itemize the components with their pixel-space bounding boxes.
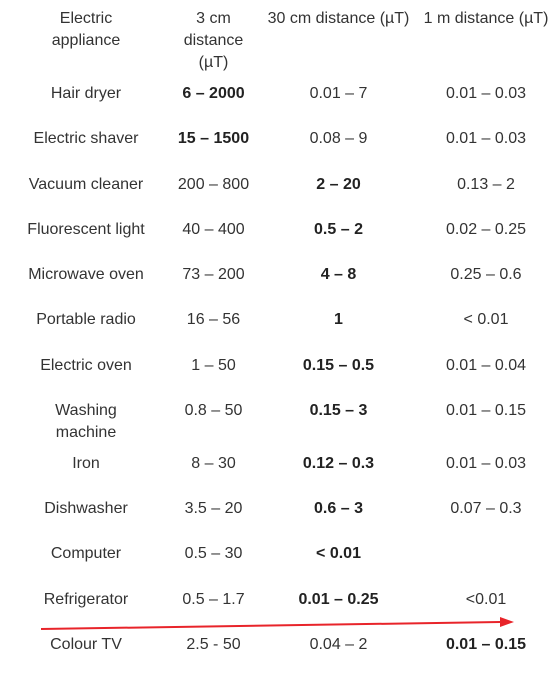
cell-1m-value	[422, 534, 550, 579]
cell-appliance	[0, 74, 172, 119]
cell-1m-value: 0.01 – 0.03	[445, 85, 527, 102]
cell-1m-value: 0.13 – 2	[457, 175, 515, 193]
table-row	[0, 74, 550, 119]
table-header-row	[0, 0, 550, 74]
cell-appliance	[0, 346, 172, 391]
header-3cm-distance: 3 cm distance (µT)	[183, 10, 244, 71]
table-row	[0, 210, 550, 255]
table-row	[0, 300, 550, 345]
cell-1m-value: < 0.01	[463, 311, 509, 329]
cell-1m-value: <0.01	[465, 590, 507, 608]
cell-appliance	[0, 580, 172, 625]
cell-30cm-value: 0.15 – 3	[309, 401, 368, 419]
appliance-label: Hair dryer	[50, 85, 122, 102]
cell-1m-value: 0.01 – 0.03	[445, 130, 527, 148]
cell-appliance	[0, 444, 172, 489]
table-row	[0, 165, 550, 210]
cell-30cm-value: 0.01 – 7	[309, 85, 368, 102]
table-row	[0, 346, 550, 391]
cell-3cm-value: 15 – 1500	[177, 130, 250, 148]
appliance-label: Electric shaver	[33, 130, 139, 148]
cell-1m-value: 0.02 – 0.25	[445, 220, 527, 238]
table-row	[0, 580, 550, 625]
cell-1m-value: 0.01 – 0.15	[445, 401, 527, 419]
table-row	[0, 534, 550, 579]
cell-1m-value: 0.01 – 0.03	[445, 454, 527, 472]
appliance-label: Electric oven	[40, 356, 132, 374]
cell-appliance	[0, 210, 172, 255]
table-body	[0, 74, 550, 670]
cell-30cm-value: 0.5 – 2	[314, 220, 363, 238]
table-row	[0, 391, 550, 444]
cell-appliance	[0, 489, 172, 534]
appliance-label: Dishwasher	[44, 500, 128, 517]
cell-30cm-value: 0.12 – 0.3	[302, 454, 375, 472]
cell-appliance	[0, 391, 172, 444]
header-1m-distance: 1 m distance (µT)	[423, 10, 549, 27]
appliance-label: Refrigerator	[43, 590, 129, 608]
cell-appliance	[0, 255, 172, 300]
table-row	[0, 119, 550, 164]
cell-30cm-value: 1	[334, 311, 343, 329]
appliance-label: Portable radio	[36, 311, 136, 329]
cell-1m-value: 0.01 – 0.04	[445, 356, 527, 374]
table-row	[0, 444, 550, 489]
cell-30cm-value: 0.6 – 3	[314, 500, 363, 517]
cell-3cm-value: 0.5 – 1.7	[182, 590, 245, 608]
table-row	[0, 625, 550, 670]
cell-3cm-value: 0.8 – 50	[184, 401, 243, 419]
appliance-label: Vacuum cleaner	[28, 175, 144, 193]
cell-3cm-value: 73 – 200	[182, 266, 245, 283]
cell-3cm-value: 0.5 – 30	[184, 545, 243, 563]
appliance-label: Microwave oven	[28, 266, 144, 283]
cell-30cm-value: 2 – 20	[316, 175, 361, 193]
cell-30cm-value: 0.08 – 9	[309, 130, 368, 148]
cell-30cm-value: 0.04 – 2	[309, 635, 368, 653]
cell-30cm-value: < 0.01	[316, 545, 361, 563]
cell-appliance	[0, 165, 172, 210]
cell-appliance	[0, 534, 172, 579]
cell-1m-value: 0.01 – 0.15	[445, 635, 527, 653]
cell-3cm-value: 2.5 - 50	[186, 635, 241, 653]
appliance-label: Computer	[50, 545, 122, 563]
cell-1m-value: 0.07 – 0.3	[450, 500, 522, 517]
cell-3cm-value: 200 – 800	[177, 175, 250, 193]
cell-3cm-value: 40 – 400	[182, 220, 245, 238]
header-electric-appliance: Electric appliance	[51, 10, 121, 49]
appliance-label: Colour TV	[50, 635, 122, 653]
cell-30cm-value: 0.01 – 0.25	[298, 590, 379, 608]
cell-30cm-value: 4 – 8	[320, 266, 357, 283]
cell-appliance	[0, 119, 172, 164]
cell-appliance	[0, 625, 172, 670]
cell-3cm-value: 16 – 56	[186, 311, 241, 329]
appliance-label: Fluorescent light	[27, 220, 145, 238]
header-30cm-distance: 30 cm distance (µT)	[267, 10, 410, 27]
cell-3cm-value: 3.5 – 20	[184, 500, 243, 517]
cell-3cm-value: 1 – 50	[191, 356, 236, 374]
appliance-label: Iron	[72, 454, 100, 472]
cell-30cm-value: 0.15 – 0.5	[302, 356, 375, 374]
table-row	[0, 489, 550, 534]
table-row	[0, 255, 550, 300]
appliance-label: Washing machine	[55, 401, 117, 441]
cell-1m-value: 0.25 – 0.6	[450, 266, 522, 283]
cell-3cm-value: 8 – 30	[191, 454, 236, 472]
cell-3cm-value: 6 – 2000	[182, 85, 245, 102]
cell-appliance	[0, 300, 172, 345]
